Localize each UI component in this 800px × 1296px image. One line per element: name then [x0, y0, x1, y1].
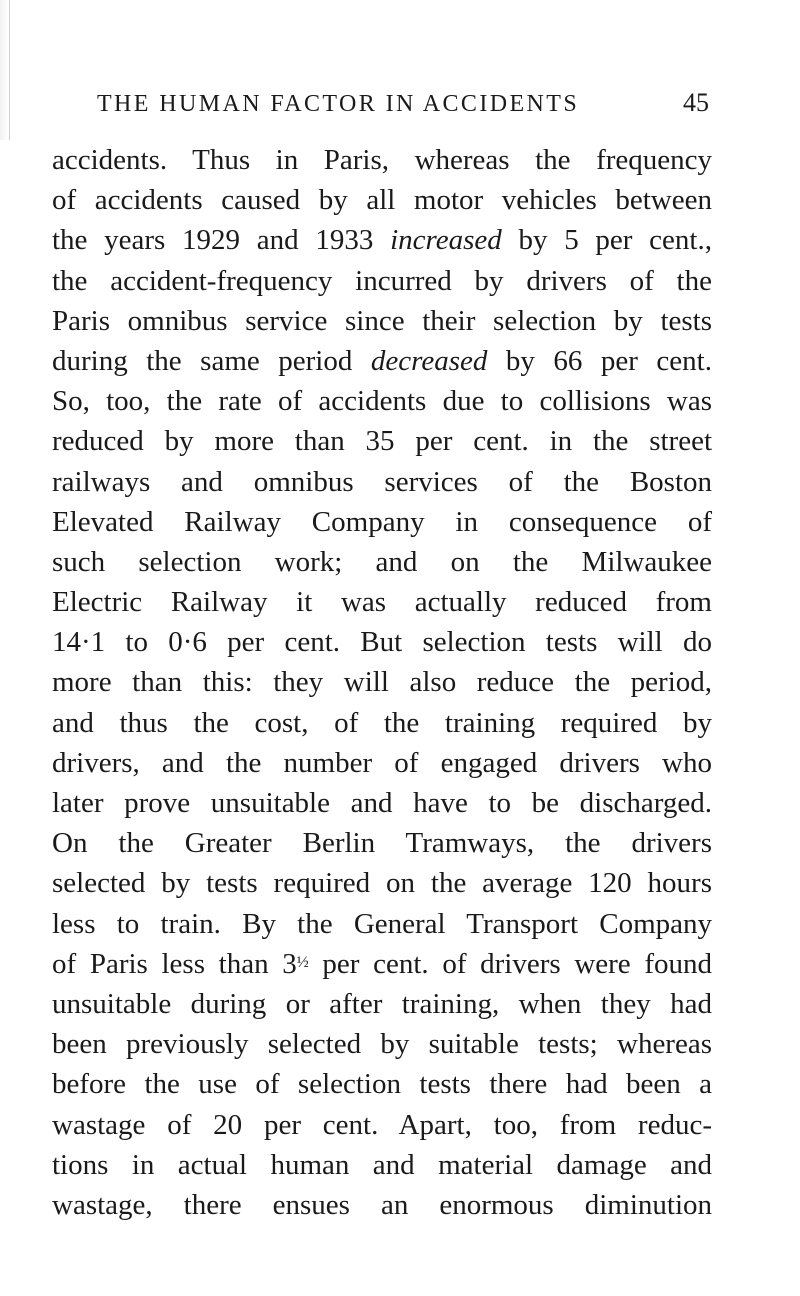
text-line [52, 140, 712, 180]
text-segment: later prove unsuitable and have to be discharged. [52, 787, 712, 819]
text-line [52, 1145, 712, 1185]
text-segment: 14·1 to 0·6 per cent. But selection tests will do [52, 626, 712, 659]
text-segment: Elevated Railway Company in consequence of [52, 505, 712, 538]
text-line [52, 904, 712, 944]
text-segment: Paris omnibus service since their selection by tests [52, 304, 712, 337]
text-segment: by 5 per cent., [501, 224, 712, 257]
body-text [52, 140, 712, 1225]
text-line [52, 863, 712, 903]
text-line [52, 341, 712, 381]
text-line [52, 622, 712, 662]
text-segment: such selection work; and on the Milwaukee [52, 545, 712, 578]
text-segment: of accidents caused by all motor vehicles between [52, 184, 712, 217]
text-line [52, 502, 712, 542]
text-segment: less to train. By the General Transport Company [52, 907, 712, 940]
text-segment: and thus the cost, of the training required by [52, 706, 712, 739]
text-segment: On the Greater Berlin Tramways, the drivers [52, 827, 712, 860]
text-segment: selected by tests required on the average 120 hours [52, 867, 712, 900]
text-line [52, 261, 712, 301]
text-line [52, 743, 712, 783]
page-edge [0, 0, 10, 140]
italic-text: increased [390, 224, 502, 257]
text-line [52, 823, 712, 863]
fraction-text: ½ [296, 953, 309, 971]
text-line [52, 542, 712, 582]
text-line [52, 783, 712, 823]
text-line [52, 421, 712, 461]
text-segment: per cent. of drivers were found [308, 947, 712, 980]
text-segment: during the same period [52, 344, 371, 377]
text-line [52, 582, 712, 622]
text-segment: railways and omnibus services of the Boston [52, 465, 712, 498]
text-segment: unsuitable during or after training, when they had [52, 987, 712, 1020]
running-head-title: THE HUMAN FACTOR IN ACCIDENTS [97, 91, 580, 117]
text-line [52, 462, 712, 502]
text-line [52, 1064, 712, 1104]
text-segment: drivers, and the number of engaged drivers who [52, 746, 712, 779]
text-line [52, 301, 712, 341]
text-line [52, 1105, 712, 1145]
text-line [52, 703, 712, 743]
text-segment: more than this: they will also reduce the period, [52, 666, 712, 699]
text-line [52, 944, 712, 984]
text-segment: reduced by more than 35 per cent. in the street [52, 425, 712, 458]
text-segment: So, too, the rate of accidents due to collisions was [52, 385, 712, 418]
page-number: 45 [683, 88, 709, 117]
text-line [52, 381, 712, 421]
text-segment: the accident-frequency incurred by drivers of the [52, 264, 712, 297]
italic-text: decreased [370, 344, 488, 377]
text-line [52, 220, 712, 260]
text-segment: accidents. Thus in Paris, whereas the frequency [52, 144, 712, 176]
text-line [52, 180, 712, 220]
text-segment: wastage of 20 per cent. Apart, too, from reduc- [52, 1108, 712, 1141]
text-line [52, 984, 712, 1024]
text-segment: wastage, there ensues an enormous diminution [52, 1188, 712, 1221]
text-segment: been previously selected by suitable tests; whereas [52, 1028, 712, 1061]
text-segment: before the use of selection tests there had been a [52, 1068, 712, 1101]
text-line [52, 662, 712, 702]
text-line [52, 1185, 712, 1225]
text-segment: of Paris less than 3 [52, 947, 297, 980]
text-line [52, 1024, 712, 1064]
text-segment: by 66 per cent. [487, 344, 712, 377]
text-segment: tions in actual human and material damage and [52, 1148, 712, 1181]
text-segment: Electric Railway it was actually reduced from [52, 586, 712, 619]
running-head [97, 88, 709, 128]
text-segment: the years 1929 and 1933 [52, 224, 391, 257]
